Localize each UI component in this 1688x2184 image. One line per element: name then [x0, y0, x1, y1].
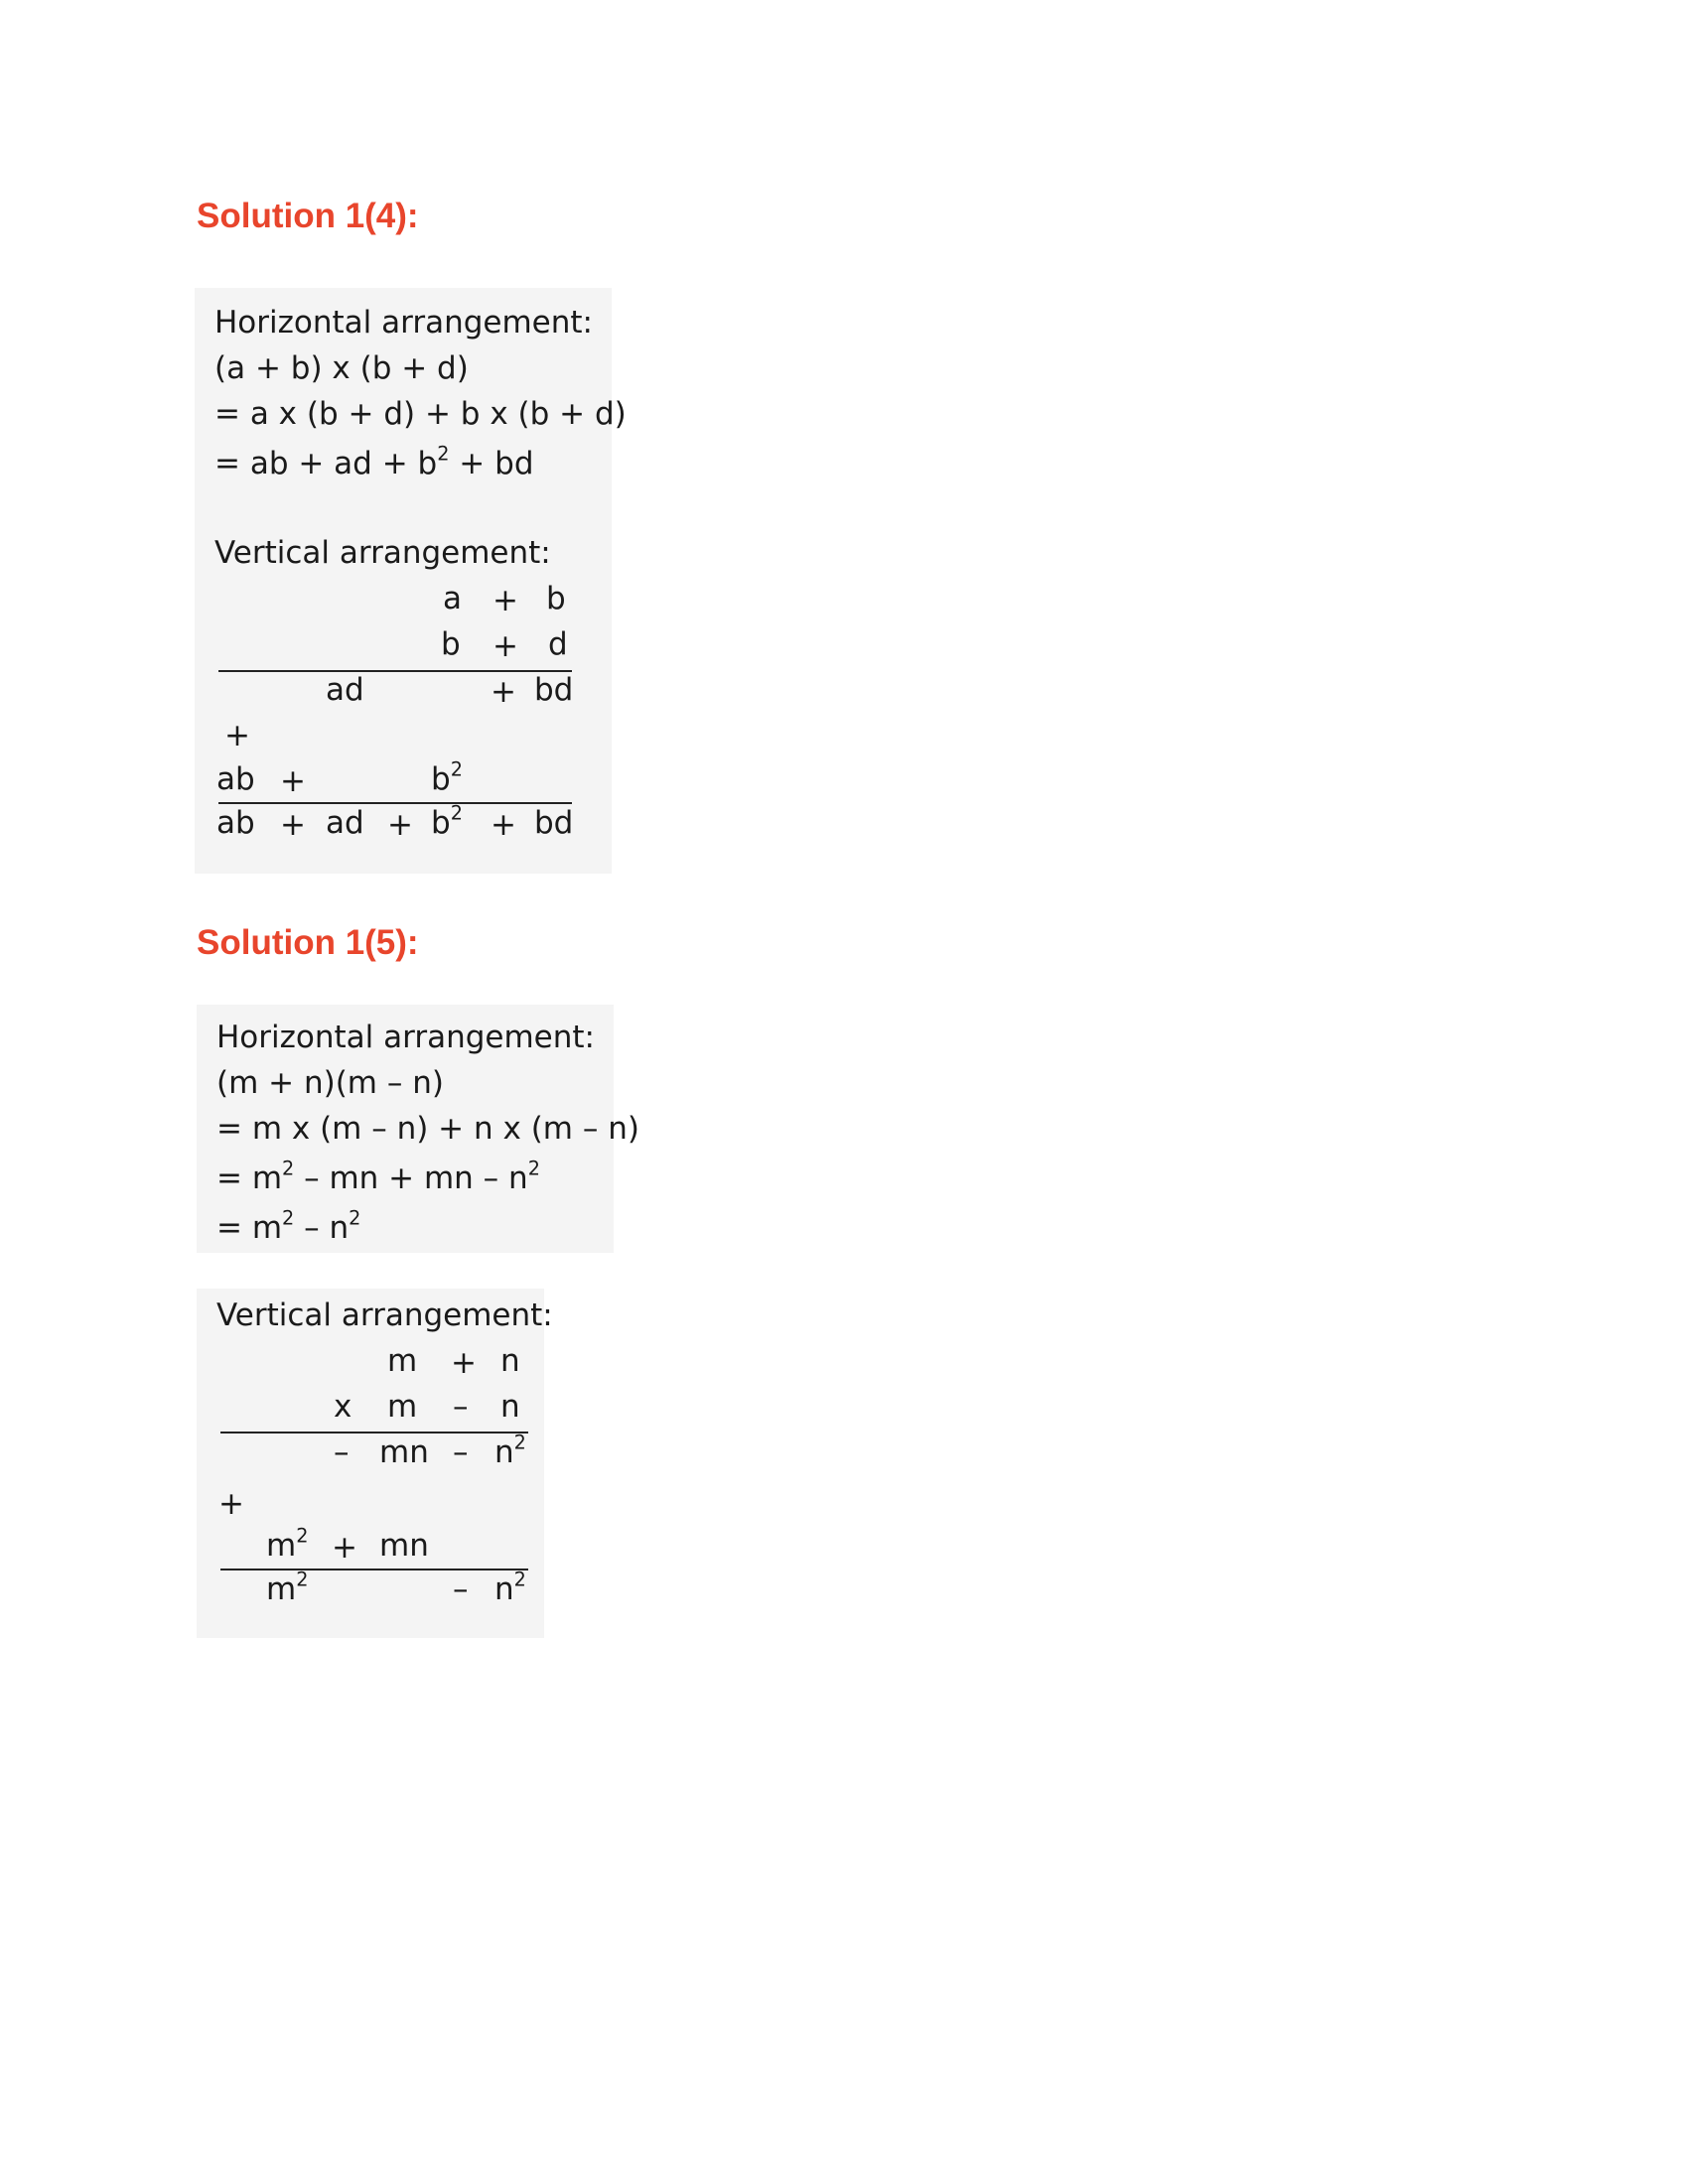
s4-v-term: bd	[534, 805, 574, 841]
s5-v-term: n	[500, 1389, 520, 1425]
s4-v-term: bd	[534, 672, 574, 708]
s4-v-term: d	[548, 626, 568, 662]
s5-v-operator: +	[332, 1530, 357, 1566]
s4-h-line-3	[214, 442, 534, 481]
s5-h-line-4-a: = m	[216, 1210, 283, 1246]
s5-v-term	[494, 1431, 526, 1470]
s4-v-term	[431, 801, 463, 841]
s4-v-term	[431, 757, 463, 797]
s4-v-operator: +	[491, 674, 516, 710]
s4-rule-2	[218, 802, 572, 804]
s5-v-term: mn	[379, 1434, 429, 1470]
s4-v-term: b	[441, 626, 461, 662]
s5-v-term	[266, 1524, 309, 1564]
s5-h-line-4	[216, 1206, 361, 1246]
s5-v-operator: –	[453, 1389, 469, 1425]
s5-v-term	[266, 1568, 309, 1607]
s5-v-term: mn	[379, 1528, 429, 1564]
s4-v-operator: +	[491, 807, 516, 843]
s4-v-operator: +	[280, 807, 306, 843]
s4-v-term-sup: 2	[450, 801, 463, 825]
s4-h-line-3-pre: = ab + ad + b	[214, 446, 438, 481]
s4-rule-1	[218, 670, 572, 672]
s5-v-plus: +	[218, 1486, 244, 1522]
s5-v-operator: +	[451, 1345, 477, 1381]
s5-h-line-3	[216, 1157, 540, 1196]
s5-v-operator: –	[334, 1434, 350, 1470]
s5-vertical-title: Vertical arrangement:	[216, 1297, 553, 1333]
s4-v-term: b	[546, 581, 566, 616]
s4-v-term: ad	[326, 805, 364, 841]
s5-v-term-sup: 2	[513, 1568, 526, 1591]
s4-v-term: ab	[216, 761, 255, 797]
solution-5-panel-lower	[197, 1289, 544, 1638]
s4-v-operator: +	[387, 807, 413, 843]
s5-rule-1	[220, 1432, 528, 1433]
s5-h-line-4-sup2: 2	[349, 1206, 361, 1230]
s5-v-term: m	[387, 1389, 418, 1425]
s4-v-term-base: b	[431, 761, 451, 797]
s4-v-term: ab	[216, 805, 255, 841]
s5-h-line-3-a: = m	[216, 1160, 283, 1196]
s4-v-term: a	[443, 581, 462, 616]
s4-h-line-1: (a + b) x (b + d)	[214, 350, 469, 386]
s5-v-term: n	[500, 1343, 520, 1379]
s4-v-term: ad	[326, 672, 364, 708]
s5-v-term-base: n	[494, 1434, 514, 1470]
s5-v-term-base: n	[494, 1571, 514, 1607]
s5-h-line-3-sup1: 2	[282, 1157, 295, 1180]
s4-v-plus: +	[224, 718, 250, 753]
s4-horizontal-title: Horizontal arrangement:	[214, 305, 593, 341]
s5-v-operator: –	[453, 1434, 469, 1470]
s5-h-line-3-b: – mn + mn – n	[294, 1160, 528, 1196]
s5-v-term-sup: 2	[513, 1431, 526, 1454]
s5-v-operator: –	[453, 1571, 469, 1607]
solution-4-heading: Solution 1(4):	[197, 197, 419, 235]
s5-h-line-4-sup1: 2	[282, 1206, 295, 1230]
s4-v-operator: +	[492, 583, 518, 618]
s5-h-line-1: (m + n)(m – n)	[216, 1065, 444, 1101]
s4-vertical-title: Vertical arrangement:	[214, 535, 551, 571]
s5-h-line-3-sup2: 2	[527, 1157, 540, 1180]
s5-horizontal-title: Horizontal arrangement:	[216, 1020, 595, 1055]
solution-5-heading: Solution 1(5):	[197, 923, 419, 962]
s5-v-term-base: m	[266, 1528, 297, 1564]
s5-v-term: m	[387, 1343, 418, 1379]
s4-v-term-sup: 2	[450, 757, 463, 781]
s5-h-line-4-b: – n	[294, 1210, 350, 1246]
s5-v-term-sup: 2	[296, 1524, 309, 1548]
s5-h-line-2: = m x (m – n) + n x (m – n)	[216, 1111, 639, 1147]
s4-h-line-3-post: + bd	[449, 446, 534, 481]
s5-v-term-sup: 2	[296, 1568, 309, 1591]
s5-rule-2	[220, 1569, 528, 1570]
s4-v-operator: +	[280, 763, 306, 799]
s5-v-term	[494, 1568, 526, 1607]
s4-h-line-2: = a x (b + d) + b x (b + d)	[214, 396, 627, 432]
s4-h-line-3-sup: 2	[437, 442, 450, 466]
s4-v-operator: +	[492, 628, 518, 664]
s5-v-operator: x	[334, 1389, 352, 1425]
s4-v-term-base: b	[431, 805, 451, 841]
s5-v-term-base: m	[266, 1571, 297, 1607]
